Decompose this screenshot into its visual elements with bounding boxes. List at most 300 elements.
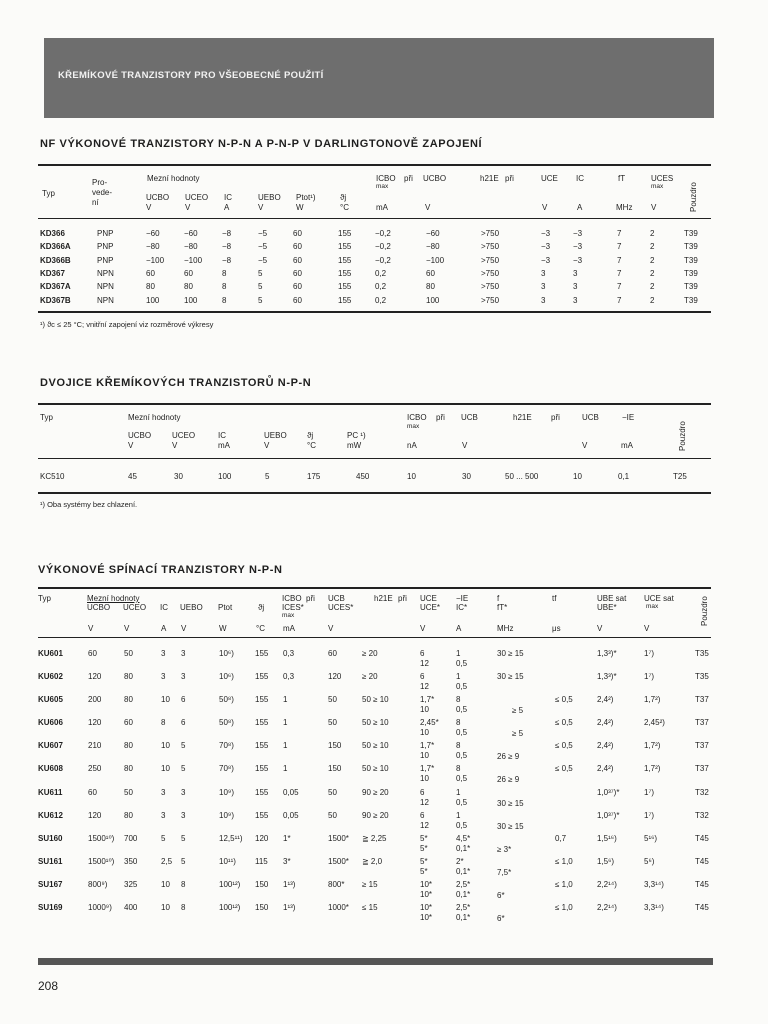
cell-ie: 0,5	[456, 750, 468, 760]
cell-ucesat: 3,3¹⁴)	[644, 880, 664, 889]
cell-ucbo2: −80	[426, 242, 440, 252]
cell-uceo: 50	[124, 649, 133, 658]
cell-typ: KU612	[38, 811, 63, 820]
cell-uces: 2	[650, 255, 655, 265]
cell-ucbo: 100	[146, 295, 160, 305]
cell-uce: 1,7*	[420, 695, 435, 704]
cell-ic: 2,5	[161, 857, 173, 866]
cell-ucesat: 1,7²)	[644, 741, 661, 750]
cell-uce: 10	[420, 773, 429, 783]
cell-uceo: 700	[124, 834, 138, 843]
cell-ie: 0,5	[456, 704, 468, 714]
header-ucbo: UCBO	[128, 431, 152, 440]
cell-pouzdro: T39	[684, 295, 698, 305]
section2-title: DVOJICE KŘEMÍKOVÝCH TRANZISTORŮ N-P-N	[40, 377, 312, 389]
header-unit-v: V	[644, 624, 650, 633]
cell-uebo: −5	[258, 242, 268, 252]
cell-provedeni: PNP	[97, 255, 114, 265]
cell-uce: 6	[420, 788, 425, 797]
cell-tf: ≤ 0,5	[555, 695, 573, 704]
cell-ptot: 10¹¹)	[219, 857, 236, 866]
cell-ptot: 60	[293, 255, 302, 265]
cell-uce: 10*	[420, 889, 433, 899]
cell-tj: 175	[307, 472, 321, 481]
header-provedeni-3: ní	[92, 198, 99, 207]
cell-uebo: 5	[258, 268, 263, 278]
cell-typ: KD367B	[40, 295, 71, 305]
cell-uebo: 6	[181, 695, 186, 704]
header-ucbo: UCBO	[146, 193, 170, 202]
cell-tj: 155	[338, 242, 352, 252]
section2-footnote: ¹) Oba systémy bez chlazení.	[40, 500, 138, 509]
cell-ube: 2,4²)	[597, 764, 614, 773]
cell-tj: 155	[338, 282, 352, 292]
cell-h21e: ≥ 15	[362, 880, 378, 889]
cell-pouzdro: T39	[684, 268, 698, 278]
cell-ie: 4,5*	[456, 834, 471, 843]
header-unit-mw: mW	[347, 441, 362, 450]
header-ic-star: IC*	[456, 603, 468, 612]
cell-ic: 10	[161, 741, 170, 750]
header-ucb: UCB	[328, 594, 345, 603]
cell-uce: 6	[420, 811, 425, 820]
cell-provedeni: PNP	[97, 242, 114, 252]
cell-tf: 0,7	[555, 834, 567, 843]
header-h21e: h21E	[480, 174, 499, 183]
cell-ie: 0,5	[456, 797, 468, 807]
cell-uce: 10*	[420, 912, 433, 922]
cell-f: 26 ≥ 9	[497, 775, 520, 784]
cell-tj: 115	[255, 857, 268, 866]
cell-typ: KU605	[38, 695, 63, 704]
cell-pouzdro: T45	[695, 834, 709, 843]
cell-ie: 0,1	[618, 472, 630, 481]
cell-provedeni: NPN	[97, 282, 114, 292]
cell-ucesat: 1⁷)	[644, 788, 655, 797]
cell-typ: SU161	[38, 857, 63, 866]
cell-ucesat: 1⁷)	[644, 811, 655, 820]
cell-uceo: 80	[124, 741, 133, 750]
cell-ucbo: 60	[88, 649, 97, 658]
header-pri2: při	[551, 413, 560, 422]
cell-h21e: 90 ≥ 20	[362, 811, 389, 820]
cell-typ: KU602	[38, 672, 63, 681]
cell-ucb: 150	[328, 741, 342, 750]
cell-uebo: 3	[181, 811, 186, 820]
cell-ie: 2,5*	[456, 880, 471, 889]
cell-uce: 3	[541, 282, 546, 292]
cell-icbo: 1	[283, 764, 288, 773]
cell-uceo: 80	[124, 811, 133, 820]
cell-f: ≥ 5	[512, 706, 524, 715]
header-ic: IC	[160, 603, 168, 612]
header-theta: ϑj	[258, 603, 265, 612]
header-pri: při	[404, 174, 413, 183]
header-ucb2: UCB	[582, 413, 599, 422]
section1-footnote: ¹) ϑc ≤ 25 °C; vnitřní zapojení viz rozměrové výkresy	[40, 320, 214, 329]
cell-uce: 3	[541, 295, 546, 305]
cell-ic2: −3	[573, 255, 583, 265]
cell-ucbo2: 60	[426, 268, 435, 278]
cell-h21e: 50 ... 500	[505, 472, 539, 481]
cell-uces: 2	[650, 242, 655, 252]
cell-ptot: 10⁹)	[219, 811, 234, 820]
header-icbo: ICBO	[282, 594, 302, 603]
header-uces: UCES*	[328, 603, 354, 612]
cell-uceo: 100	[184, 295, 198, 305]
header-typ: Typ	[40, 413, 53, 422]
header-unit-ma: mA	[376, 203, 388, 212]
cell-h21e: 50 ≥ 10	[362, 695, 389, 704]
cell-uces: 2	[650, 268, 655, 278]
cell-uce: 10	[420, 727, 429, 737]
cell-ptot: 50⁸)	[219, 718, 234, 727]
cell-icbo: −0,2	[375, 255, 391, 265]
cell-f: 30 ≥ 15	[497, 799, 524, 808]
cell-provedeni: NPN	[97, 295, 114, 305]
cell-ptot: 10⁹)	[219, 788, 234, 797]
cell-pouzdro: T35	[695, 649, 709, 658]
cell-ucesat: 2,45²)	[644, 718, 665, 727]
cell-ic: 5	[161, 834, 166, 843]
cell-pouzdro: T25	[673, 472, 687, 481]
cell-typ: KD367	[40, 268, 65, 278]
cell-ucbo: 250	[88, 764, 102, 773]
header-provedeni-2: vede-	[92, 188, 113, 197]
cell-uce: −3	[541, 242, 551, 252]
cell-uce: 5*	[420, 866, 428, 876]
cell-uce: 5*	[420, 857, 428, 866]
cell-tf: ≤ 1,0	[555, 903, 573, 912]
cell-ie: 0,5	[456, 727, 468, 737]
cell-typ: KD367A	[40, 282, 71, 292]
cell-h21e: 50 ≥ 10	[362, 741, 389, 750]
cell-typ: KU607	[38, 741, 63, 750]
cell-uce: 6	[420, 672, 425, 681]
header-unit-a: A	[577, 203, 583, 212]
cell-ie: 2,5*	[456, 903, 471, 912]
header-unit-a: A	[224, 203, 230, 212]
header-ucbo2: UCBO	[423, 174, 447, 183]
cell-ie: 0,5	[456, 820, 468, 830]
cell-ucb: 50	[328, 811, 337, 820]
cell-uces: 2	[650, 229, 655, 238]
cell-ptot: 50⁸)	[219, 695, 234, 704]
header-mezni: Mezní hodnoty	[147, 174, 200, 183]
cell-uce: 5*	[420, 843, 428, 853]
cell-f: 26 ≥ 9	[497, 752, 520, 761]
cell-ucesat: 5⁶)	[644, 857, 655, 866]
cell-h21e: >750	[481, 255, 500, 265]
cell-uebo: 6	[181, 718, 186, 727]
cell-uce: 1,7*	[420, 741, 435, 750]
cell-ube: 1,5⁶)	[597, 857, 615, 866]
header-max: max	[282, 612, 295, 619]
cell-tj: 150	[255, 903, 269, 912]
cell-uceo: 60	[184, 268, 193, 278]
header-unit-w: W	[219, 624, 227, 633]
cell-ptot: 70⁸)	[219, 764, 234, 773]
header-unit-v: V	[124, 624, 130, 633]
cell-ucbo: −80	[146, 242, 160, 252]
cell-uebo: 5	[181, 857, 186, 866]
cell-uce: 10*	[420, 903, 433, 912]
cell-ucbo: 800⁹)	[88, 880, 108, 889]
cell-tf: ≤ 1,0	[555, 857, 573, 866]
header-theta: ϑj	[307, 431, 314, 440]
cell-ie: 1	[456, 672, 461, 681]
cell-uce: 1,7*	[420, 764, 435, 773]
cell-tf: ≤ 0,5	[555, 718, 573, 727]
cell-ube: 2,4²)	[597, 718, 614, 727]
cell-ic2: −3	[573, 229, 583, 238]
cell-f: ≥ 3*	[497, 845, 512, 854]
cell-ucb: 1500*	[328, 834, 349, 843]
section2-top-rule	[38, 403, 711, 405]
cell-ptot: 60	[293, 229, 302, 238]
cell-ucbo: 120	[88, 718, 102, 727]
header-max2: max	[646, 603, 659, 610]
cell-typ: KD366B	[40, 255, 71, 265]
cell-tj: 155	[255, 649, 269, 658]
cell-ucbo: 60	[88, 788, 97, 797]
cell-uceo: 50	[124, 788, 133, 797]
cell-uebo: 5	[258, 295, 263, 305]
cell-ucbo: 1000⁹)	[88, 903, 112, 912]
header-ic2: IC	[576, 174, 584, 183]
cell-ucb: 1500*	[328, 857, 349, 866]
cell-ucb: 30	[462, 472, 471, 481]
cell-ucb: 800*	[328, 880, 345, 889]
header-uce: UCE	[420, 594, 437, 603]
footer-bar	[38, 958, 713, 965]
cell-uce: 12	[420, 681, 429, 691]
cell-ucbo: −100	[146, 255, 165, 265]
header-unit-c: °C	[307, 441, 316, 450]
cell-ube: 2,2¹⁴)	[597, 903, 617, 912]
cell-ucesat: 3,3¹⁴)	[644, 903, 664, 912]
cell-h21e: >750	[481, 282, 500, 292]
cell-uceo: −100	[184, 255, 203, 265]
header-unit-mhz: MHz	[616, 203, 633, 212]
header-pouzdro: Pouzdro	[689, 182, 698, 212]
cell-h21e: >750	[481, 268, 500, 278]
header-unit-v: V	[462, 441, 468, 450]
cell-uce: 6	[420, 649, 425, 658]
cell-typ: KU606	[38, 718, 63, 727]
header-unit-w: W	[296, 203, 304, 212]
cell-uces: 2	[650, 295, 655, 305]
cell-typ: KD366	[40, 229, 65, 238]
header-pc: PC ¹)	[347, 431, 366, 440]
cell-uceo: 60	[124, 718, 133, 727]
cell-icbo: 1¹³)	[283, 903, 296, 912]
cell-tf: ≤ 1,0	[555, 880, 573, 889]
cell-ie: 0,5	[456, 773, 468, 783]
cell-icbo: 0,3	[283, 672, 295, 681]
cell-ube: 2,4²)	[597, 741, 614, 750]
cell-h21e: ≥ 20	[362, 672, 378, 681]
cell-uebo: 5	[181, 764, 186, 773]
cell-ic: 3	[161, 672, 166, 681]
header-mezni: Mezní hodnoty	[128, 413, 181, 422]
cell-ptot: 60	[293, 242, 302, 252]
cell-ptot: 60	[293, 295, 302, 305]
section2-bottom-rule	[38, 492, 711, 494]
cell-uceo: 350	[124, 857, 138, 866]
cell-tj: 155	[255, 695, 269, 704]
cell-icbo: −0,2	[375, 242, 391, 252]
cell-uebo: 3	[181, 788, 186, 797]
header-unit-v: V	[258, 203, 264, 212]
header-unit-us: μs	[552, 624, 561, 633]
section3-header-rule	[38, 637, 711, 638]
cell-ptot: 10⁶)	[219, 649, 234, 658]
cell-tf: ≤ 0,5	[555, 764, 573, 773]
cell-tj: 155	[255, 811, 269, 820]
header-unit-v: V	[651, 203, 657, 212]
cell-ic: 10	[161, 903, 170, 912]
cell-ic: 10	[161, 880, 170, 889]
section3-title: VÝKONOVÉ SPÍNACÍ TRANZISTORY N-P-N	[38, 564, 283, 576]
cell-ie: 1	[456, 788, 461, 797]
header-ft-star: fT*	[497, 603, 508, 612]
cell-icbo: 0,05	[283, 811, 299, 820]
header-unit-v: V	[420, 624, 426, 633]
cell-uceo: −80	[184, 242, 198, 252]
cell-typ: SU169	[38, 903, 63, 912]
cell-ucb2: 10	[573, 472, 582, 481]
header-unit-ma: mA	[621, 441, 633, 450]
header-unit-v: V	[597, 624, 603, 633]
cell-provedeni: PNP	[97, 229, 114, 238]
cell-ie: 0,1*	[456, 843, 471, 853]
cell-ucbo: 45	[128, 472, 137, 481]
cell-pouzdro: T37	[695, 764, 709, 773]
cell-ucb: 50	[328, 695, 337, 704]
cell-ic: 100	[218, 472, 232, 481]
cell-ucb: 1000*	[328, 903, 349, 912]
cell-ucbo2: 80	[426, 282, 435, 292]
cell-ie: 1	[456, 811, 461, 820]
cell-ie: 0,5	[456, 681, 468, 691]
header-unit-v: V	[425, 203, 431, 212]
cell-ft: 7	[617, 282, 622, 292]
cell-tj: 155	[338, 229, 352, 238]
cell-icbo: 0,3	[283, 649, 295, 658]
header-unit-v: V	[172, 441, 178, 450]
cell-uebo: 5	[258, 282, 263, 292]
cell-ucb: 120	[328, 672, 342, 681]
header-unit-v: V	[181, 624, 187, 633]
section3-top-rule	[38, 587, 711, 589]
header-unit-v: V	[128, 441, 134, 450]
cell-uceo: 80	[184, 282, 193, 292]
header-tf: tf	[552, 594, 557, 603]
cell-uce: 2,45*	[420, 718, 439, 727]
cell-ic2: 3	[573, 282, 578, 292]
header-uceo: UCEO	[185, 193, 209, 202]
cell-uebo: 5	[181, 834, 186, 843]
header-ube-sat: UBE sat	[597, 594, 627, 603]
cell-typ: KD366A	[40, 242, 71, 252]
banner-title: KŘEMÍKOVÉ TRANZISTORY PRO VŠEOBECNÉ POUŽITÍ	[58, 70, 324, 81]
cell-ie: 0,1*	[456, 866, 471, 876]
page-number: 208	[38, 979, 59, 993]
cell-ube: 2,4²)	[597, 695, 614, 704]
cell-icbo: 0,2	[375, 268, 387, 278]
cell-ic: 8	[222, 282, 227, 292]
cell-f: 30 ≥ 15	[497, 672, 524, 681]
cell-ie: 8	[456, 741, 461, 750]
header-unit-a: A	[161, 624, 167, 633]
cell-tj: 120	[255, 834, 269, 843]
section1-top-rule	[38, 164, 711, 166]
cell-f: 7,5*	[497, 868, 512, 877]
cell-ucb: 50	[328, 718, 337, 727]
cell-uce: −3	[541, 229, 551, 238]
cell-provedeni: NPN	[97, 268, 114, 278]
cell-tj: 155	[255, 718, 269, 727]
cell-ucesat: 1,7²)	[644, 695, 661, 704]
cell-typ: SU160	[38, 834, 63, 843]
header-unit-mhz: MHz	[497, 624, 514, 633]
cell-ucbo: 120	[88, 672, 102, 681]
cell-h21e: ≧ 2,0	[362, 857, 383, 866]
cell-ube: 2,2¹⁴)	[597, 880, 617, 889]
header-pri: při	[306, 594, 315, 603]
cell-icbo: 0,2	[375, 282, 387, 292]
cell-h21e: ≥ 20	[362, 649, 378, 658]
cell-uce: 12	[420, 658, 429, 668]
cell-ptot: 100¹²)	[219, 903, 241, 912]
cell-tj: 155	[255, 764, 269, 773]
cell-ucb: 150	[328, 764, 342, 773]
cell-ie: 8	[456, 695, 461, 704]
cell-pouzdro: T35	[695, 672, 709, 681]
cell-h21e: ≧ 2,25	[362, 834, 387, 843]
cell-ie: 0,5	[456, 658, 468, 668]
cell-uebo: 8	[181, 880, 186, 889]
header-max: max	[407, 423, 420, 430]
header-ie: −IE	[622, 413, 635, 422]
cell-ucbo: 80	[146, 282, 155, 292]
cell-ube: 1,5¹⁶)	[597, 834, 617, 843]
cell-f: ≥ 5	[512, 729, 524, 738]
cell-icbo: 1¹³)	[283, 880, 296, 889]
cell-ube: 1,0³⁷)*	[597, 811, 620, 820]
header-unit-a: A	[456, 624, 462, 633]
cell-ucbo: 60	[146, 268, 155, 278]
cell-pouzdro: T37	[695, 741, 709, 750]
cell-h21e: 90 ≥ 20	[362, 788, 389, 797]
cell-ie: 8	[456, 718, 461, 727]
cell-f: 6*	[497, 891, 505, 900]
cell-ie: 2*	[456, 857, 464, 866]
cell-icbo: 1	[283, 695, 288, 704]
cell-uebo: −5	[258, 229, 268, 238]
header-uebo: UEBO	[264, 431, 287, 440]
cell-uceo: 80	[124, 695, 133, 704]
cell-tj: 155	[255, 672, 269, 681]
cell-ie: 0,1*	[456, 912, 471, 922]
header-provedeni-1: Pro-	[92, 178, 108, 187]
cell-ft: 7	[617, 268, 622, 278]
cell-ptot: 60	[293, 268, 302, 278]
cell-uebo: 8	[181, 903, 186, 912]
cell-tj: 155	[255, 788, 269, 797]
cell-ucesat: 5¹⁶)	[644, 834, 658, 843]
